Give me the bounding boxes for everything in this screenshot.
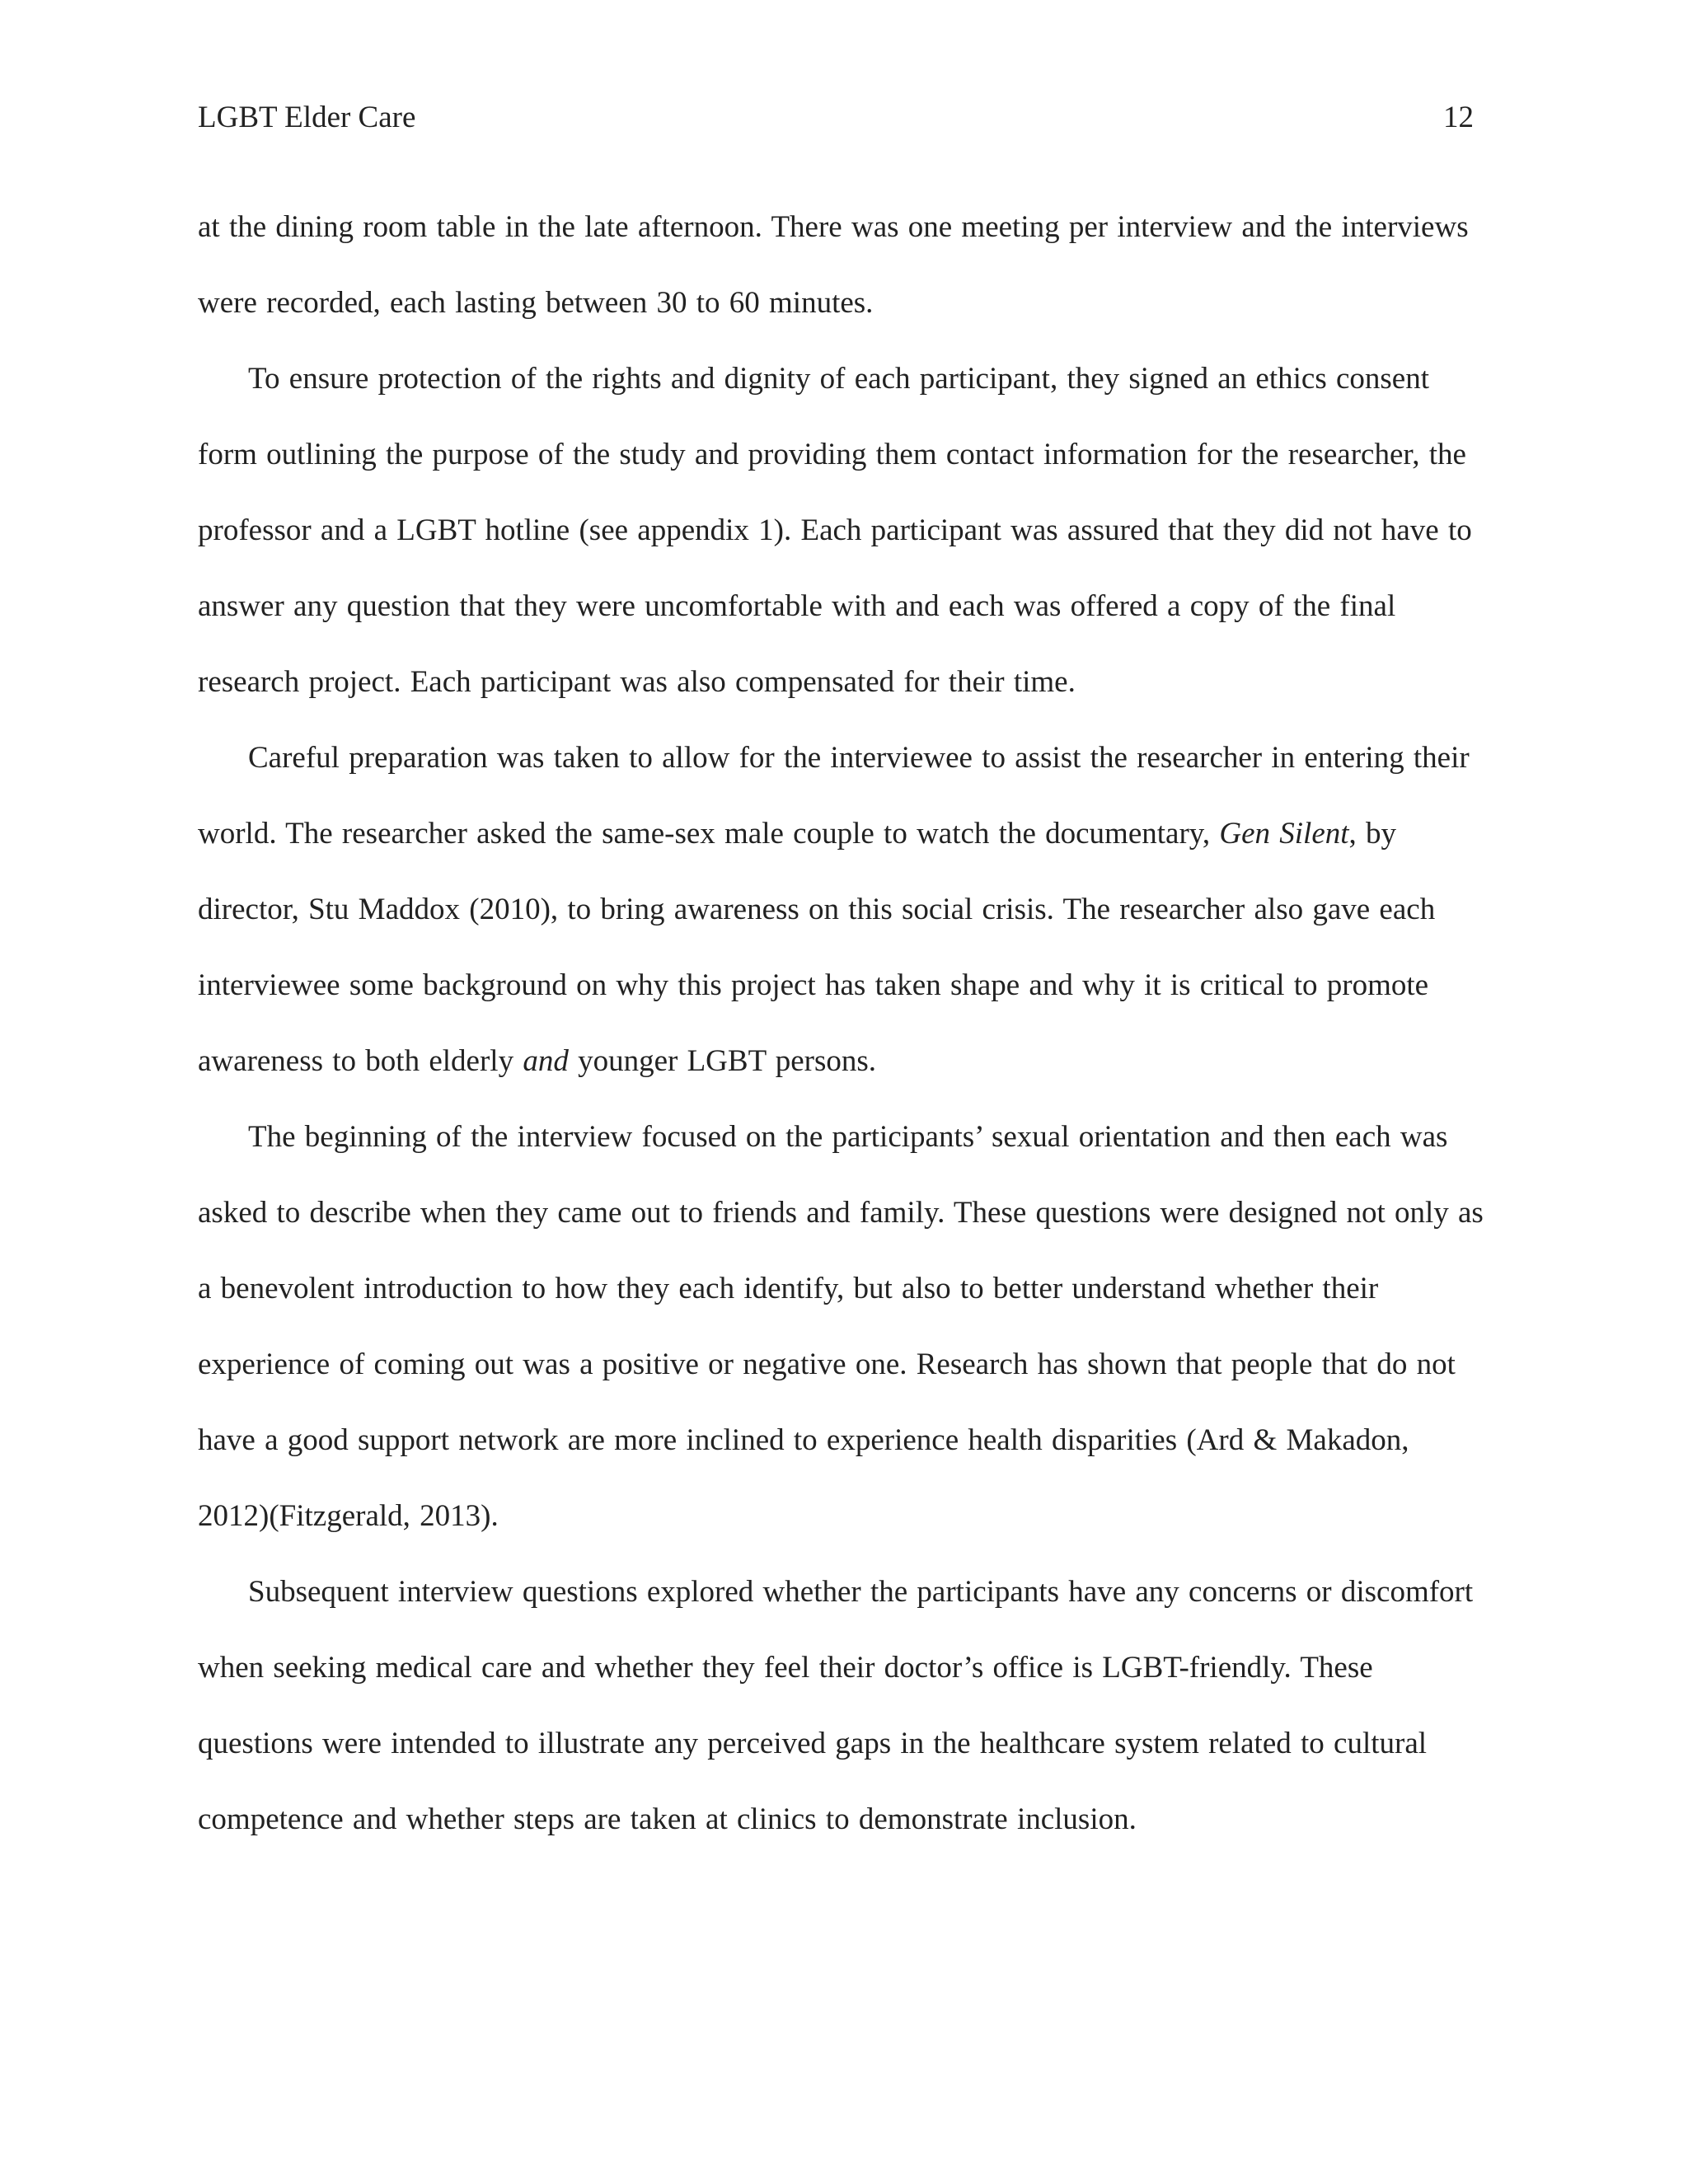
paragraph-3-text-c: younger LGBT persons. xyxy=(568,1044,877,1078)
paragraph-1: at the dining room table in the late afternoon. There was one meeting per interview and the interviews were recorded, each lasting between 30 to 60 minutes. xyxy=(198,210,1469,320)
page-number: 12 xyxy=(1443,101,1474,134)
paragraph-3-text-b: , by director, Stu Maddox (2010), to bring awareness on this social crisis. The researcher also gave each interviewee some background on why this project has taken shape and why it is critical to promote awareness to both elderly xyxy=(198,817,1436,1078)
running-head-title: LGBT Elder Care xyxy=(198,101,416,134)
documentary-title: Gen Silent xyxy=(1219,817,1349,851)
paragraph-2: To ensure protection of the rights and dignity of each participant, they signed an ethics consent form outlining the purpose of the study and providing them contact information for the researcher, the professor and a LGBT hotline (see appendix 1). Each participant was assured that they did not have to answer any question that they were uncomfortable with and each was offered a copy of the final research project. Each participant was also compensated for their time. xyxy=(198,362,1472,699)
body-text xyxy=(198,190,1484,1858)
paragraph-4: The beginning of the interview focused on the participants’ sexual orientation and then each was asked to describe when they came out to friends and family. These questions were designed not only as a benevolent introduction to how they each identify, but also to better understand whether their experience of coming out was a positive or negative one. Research has shown that people that do not have a good support network are more inclined to experience health disparities (Ard & Makadon, 2012)(Fitzgerald, 2013). xyxy=(198,1120,1484,1533)
paragraph-3 xyxy=(198,720,1484,1099)
running-head xyxy=(198,97,1474,138)
emphasis-and: and xyxy=(523,1044,569,1078)
paragraph-3-text-a: Careful preparation was taken to allow for the interviewee to assist the researcher in entering their world. The researcher asked the same-sex male couple to watch the documentary, xyxy=(198,741,1470,851)
paragraph-5: Subsequent interview questions explored whether the participants have any concerns or discomfort when seeking medical care and whether they feel their doctor’s office is LGBT-friendly. These questions were intended to illustrate any perceived gaps in the healthcare system related to cultural competence and whether steps are taken at clinics to demonstrate inclusion. xyxy=(198,1575,1474,1836)
